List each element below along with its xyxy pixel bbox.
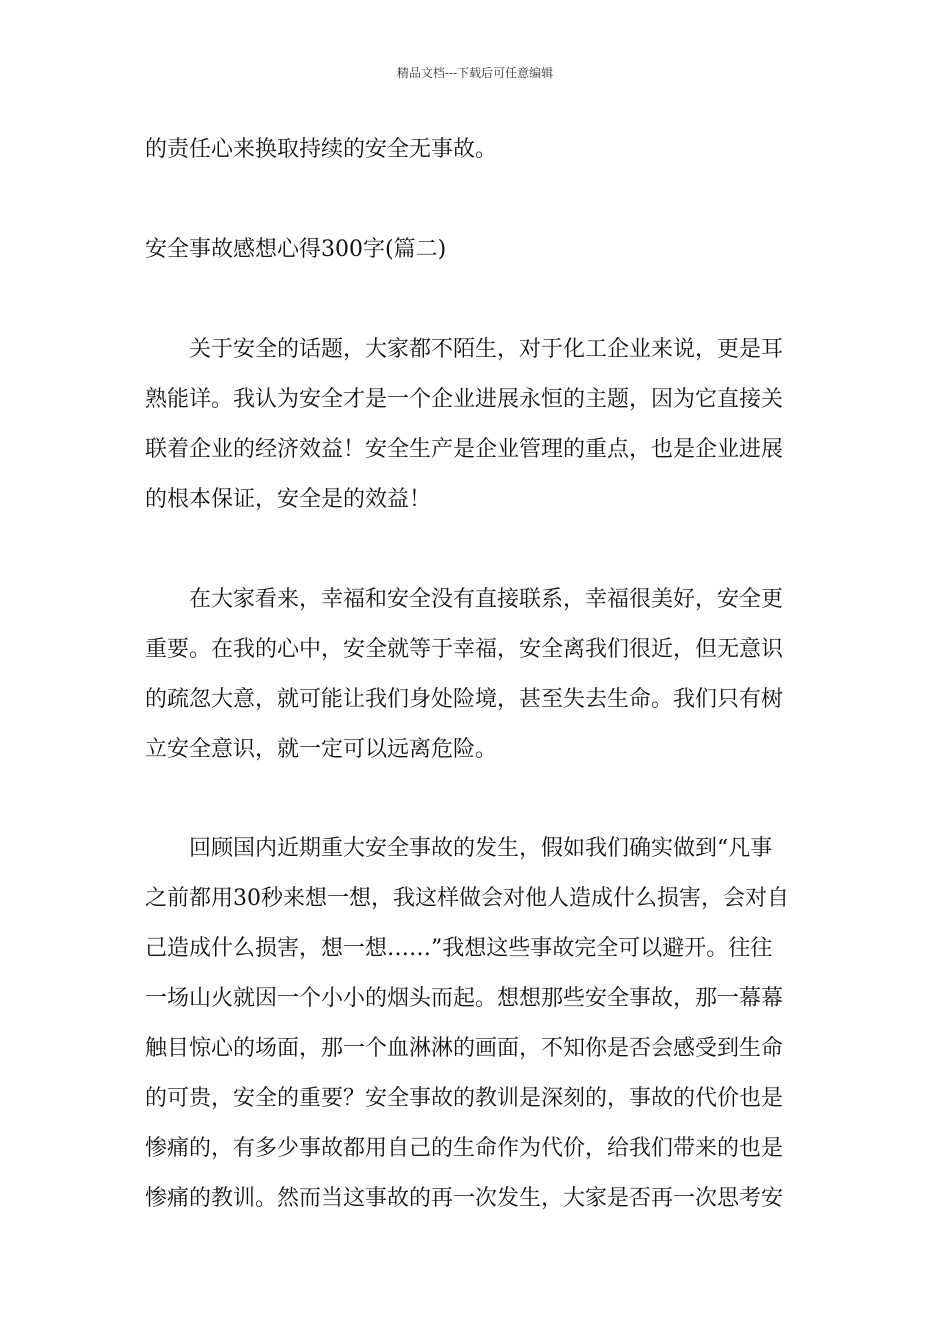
text-line: 重要。在我的心中，安全就等于幸福，安全离我们很近，但无意识 — [145, 637, 784, 662]
text-line: 在大家看来，幸福和安全没有直接联系，幸福很美好，安全更 — [189, 587, 784, 612]
text-line: 回顾国内近期重大安全事故的发生，假如我们确实做到“凡事 — [189, 836, 773, 861]
text-line: 联着企业的经济效益！安全生产是企业管理的重点，也是企业进展 — [145, 437, 784, 462]
text-line: 一场山火就因一个小小的烟头而起。想想那些安全事故，那一幕幕 — [145, 986, 784, 1011]
text-line: 关于安全的话题，大家都不陌生，对于化工企业来说，更是耳 — [189, 337, 784, 362]
page-header: 精品文档---下载后可任意编辑 — [396, 66, 554, 80]
section-heading: 安全事故感想心得300字(篇二) — [145, 237, 447, 262]
text-line: 之前都用30秒来想一想，我这样做会对他人造成什么损害，会对自 — [145, 886, 789, 911]
text-line: 立安全意识，就一定可以远离危险。 — [145, 737, 498, 762]
text-line: 的可贵，安全的重要？安全事故的教训是深刻的，事故的代价也是 — [145, 1086, 784, 1111]
text-line: 惨痛的，有多少事故都用自己的生命作为代价，给我们带来的也是 — [145, 1136, 784, 1161]
text-line: 触目惊心的场面，那一个血淋淋的画面，不知你是否会感受到生命 — [145, 1036, 784, 1061]
text-line: 的疏忽大意，就可能让我们身处险境，甚至失去生命。我们只有树 — [145, 687, 784, 712]
text-line: 的责任心来换取持续的安全无事故。 — [145, 137, 498, 162]
text-line: 惨痛的教训。然而当这事故的再一次发生，大家是否再一次思考安 — [145, 1186, 784, 1211]
text-line: 的根本保证，安全是的效益！ — [145, 487, 432, 512]
text-line: 己造成什么损害，想一想……”我想这些事故完全可以避开。往往 — [145, 936, 773, 961]
text-line: 熟能详。我认为安全才是一个企业进展永恒的主题，因为它直接关 — [145, 387, 784, 412]
